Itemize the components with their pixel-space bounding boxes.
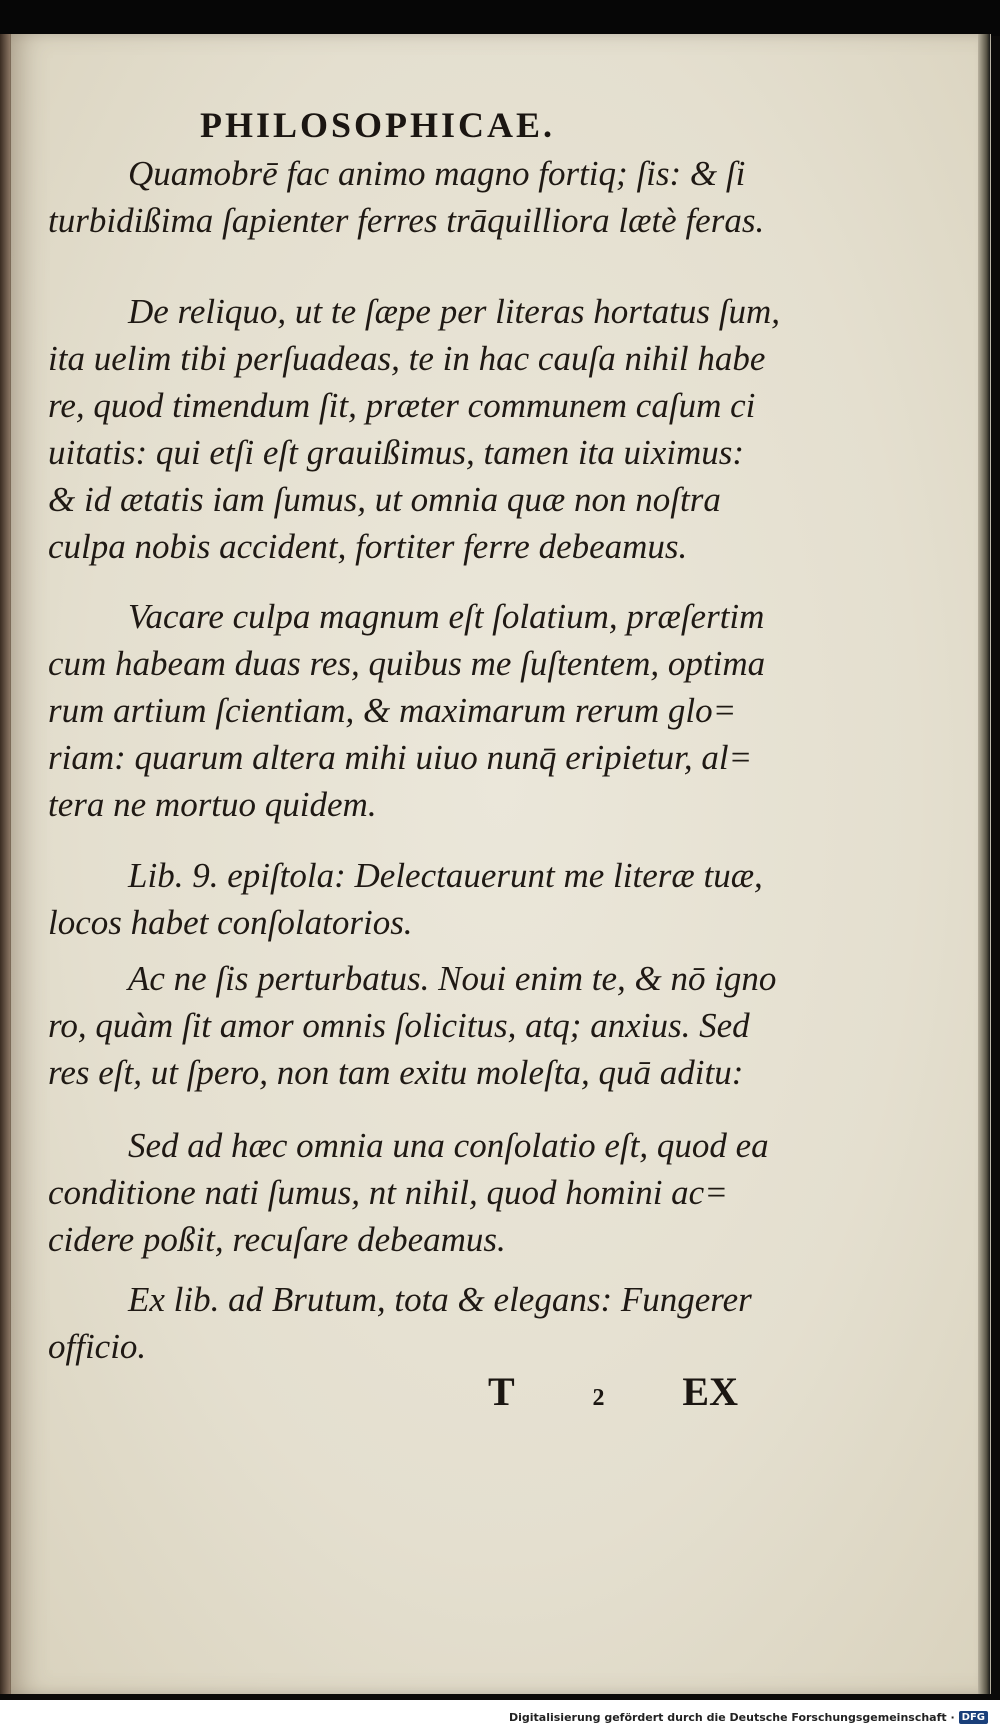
paragraph [48,852,763,946]
text-line: cum habeam duas res, quibus me ſuſtentem, optima [48,644,766,683]
paragraph [48,955,777,1096]
dfg-logo: DFG [959,1711,988,1724]
scan-top-border [0,0,1000,36]
text-line: Quamobrē fac animo magno fortiq; ſis: & ſi [128,154,746,193]
paragraph [48,1276,752,1370]
running-head: PHILOSOPHICAE. [200,105,556,145]
text-line: Sed ad hæc omnia una conſolatio eſt, quod ea [128,1126,769,1165]
text-line: Vacare culpa magnum eſt ſolatium, præſertim [128,597,765,636]
signature-line [488,1368,738,1415]
text-line: officio. [48,1327,147,1366]
paragraph [48,593,766,828]
paragraph [48,150,765,244]
text-line: res eſt, ut ſpero, non tam exitu moleſta, quā aditu: [48,1053,744,1092]
binding-edge [0,34,10,1694]
text-line: riam: quarum altera mihi uiuo nunq̄ eripietur, al= [48,738,753,777]
text-line: culpa nobis accident, fortiter ferre debeamus. [48,527,688,566]
signature-mark: T [488,1369,515,1414]
signature-number: 2 [592,1385,605,1411]
text-line: turbidißima ſapienter ferres trāquilliora lætè feras. [48,201,765,240]
text-line: re, quod timendum ſit, præter communem caſum ci [48,386,756,425]
text-line: Ex lib. ad Brutum, tota & elegans: Fungerer [128,1280,752,1319]
text-line: locos habet conſolatorios. [48,903,413,942]
paragraph [48,288,780,570]
text-line: conditione nati ſumus, nt nihil, quod homini ac= [48,1173,728,1212]
credit-text: Digitalisierung gefördert durch die Deutsche Forschungsgemeinschaft · [508,1711,955,1724]
text-line: & id ætatis iam ſumus, ut omnia quæ non noſtra [48,480,721,519]
text-line: rum artium ſcientiam, & maximarum rerum glo= [48,691,737,730]
text-line: cidere poßit, recuſare debeamus. [48,1220,506,1259]
text-line: ro, quàm ſit amor omnis ſolicitus, atq; anxius. Sed [48,1006,750,1045]
digitization-credit [509,1711,988,1724]
text-line: ita uelim tibi perſuadeas, te in hac cauſa nihil habe [48,339,766,378]
text-line: Ac ne ſis perturbatus. Noui enim te, & nō igno [128,959,777,998]
paragraph [48,1122,769,1263]
text-line: uitatis: qui etſi eſt grauißimus, tamen ita uiximus: [48,433,745,472]
page-fore-edge [978,34,990,1694]
text-line: De reliquo, ut te ſæpe per literas hortatus ſum, [128,292,780,331]
text-line: tera ne mortuo quidem. [48,785,377,824]
text-line: Lib. 9. epiſtola: Delectauerunt me literæ tuæ, [128,856,763,895]
catchword: EX [682,1369,738,1414]
